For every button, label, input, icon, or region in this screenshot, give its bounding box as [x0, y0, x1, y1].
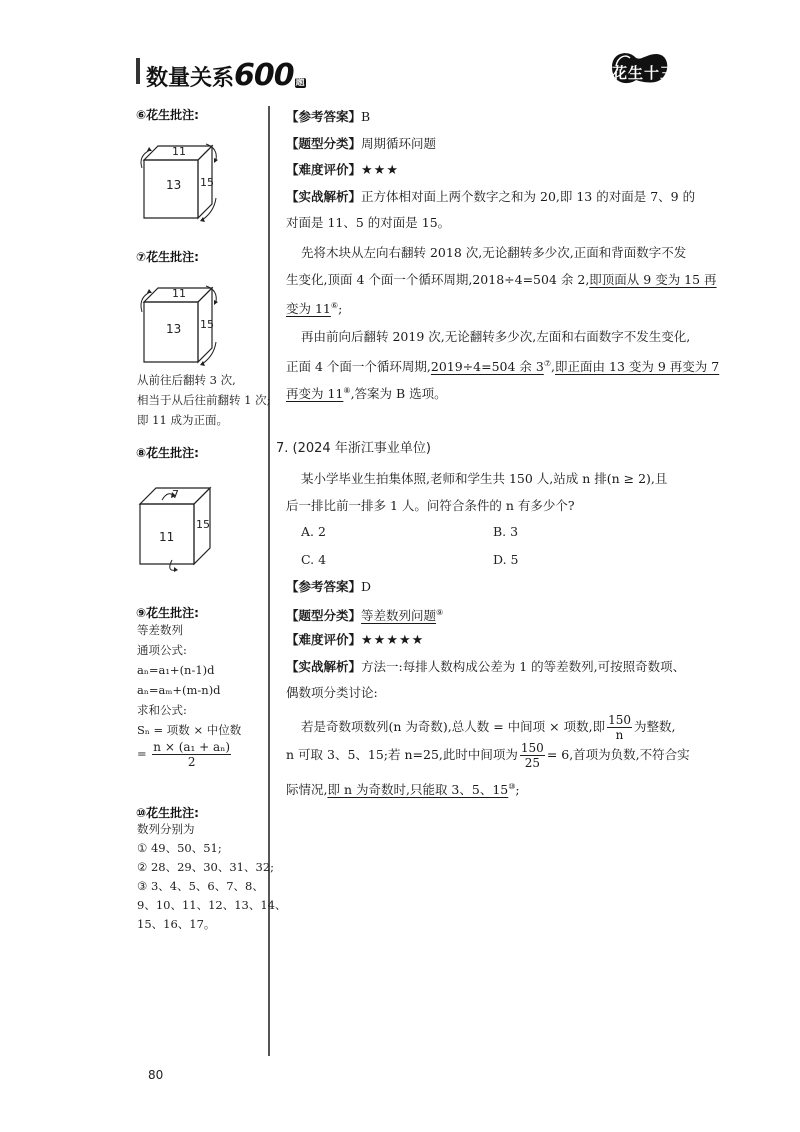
- prev-p3-line2-text: 正面 4 个面一个循环周期,: [286, 359, 431, 375]
- q7-odd-line3-text: 际情况,: [286, 782, 328, 798]
- prev-answer-row: [286, 108, 370, 126]
- q7-frac2-denominator: 25: [524, 756, 540, 770]
- prev-analysis-line2: 对面是 11、5 的对面是 15。: [286, 215, 451, 230]
- prev-type-label: 【题型分类】: [286, 136, 362, 151]
- prev-answer-value: B: [361, 109, 371, 124]
- q7-odd-line1-end: 为整数,: [633, 719, 676, 734]
- book-title-number: 600: [234, 58, 294, 93]
- q7-type-note-ref: ⑨: [436, 608, 444, 617]
- note7-title: ⑦花生批注:: [136, 250, 199, 264]
- note9-line: Sₙ = 项数 × 中位数: [137, 723, 242, 737]
- q7-type-label: 【题型分类】: [286, 608, 362, 624]
- prev-difficulty-label: 【难度评价】: [286, 162, 362, 177]
- prev-p3-line3-text: ,答案为 B 选项。: [350, 386, 447, 402]
- note7-cube-top: 11: [172, 287, 186, 300]
- q7-option-b: B. 3: [493, 524, 519, 539]
- note9-title: ⑨花生批注:: [136, 606, 199, 620]
- q7-odd-note-ref: ⑩: [508, 782, 516, 791]
- q7-frac1-numerator: 150: [608, 713, 631, 727]
- note8-cube-top: 7: [172, 488, 179, 501]
- q7-answer-label: 【参考答案】: [286, 579, 362, 594]
- note7-line: 相当于从后往前翻转 1 次;: [137, 393, 271, 407]
- q7-option-a: A. 2: [301, 524, 326, 539]
- q7-odd-line2-end: = 6,首项为负数,不符合实: [546, 747, 690, 762]
- prev-p2-line2-text: 生变化,顶面 4 个面一个循环周期,2018÷4=504 余 2,: [286, 272, 590, 287]
- note9-line: aₙ=a₁+(n-1)d: [137, 663, 215, 677]
- note8-cube-right: 15: [196, 518, 210, 531]
- page-number: 80: [148, 1068, 164, 1082]
- note9-line: aₙ=aₘ+(m-n)d: [137, 683, 221, 697]
- prev-difficulty-stars: ★★★: [361, 163, 399, 178]
- prev-answer-label: 【参考答案】: [286, 109, 362, 124]
- q7-frac2-numerator: 150: [520, 741, 544, 755]
- note7-line: 即 11 成为正面。: [137, 413, 228, 427]
- book-title: [146, 58, 306, 93]
- book-title-text: 数量关系: [146, 66, 235, 91]
- q7-difficulty-label: 【难度评价】: [286, 632, 362, 647]
- prev-p2-line3: [286, 297, 342, 318]
- q7-odd-line2-text: n 可取 3、5、15;若 n=25,此时中间项为: [286, 747, 518, 762]
- q7-difficulty-stars: ★★★★★: [361, 633, 425, 648]
- q7-odd-line2: [286, 740, 690, 770]
- note10-line: ③ 3、4、5、6、7、8、: [137, 879, 264, 893]
- note10-line: 数列分别为: [137, 822, 195, 836]
- q7-odd-line3-end: ;: [515, 782, 520, 798]
- q7-difficulty-row: [286, 631, 424, 650]
- note8-title: ⑧花生批注:: [136, 446, 199, 460]
- q7-odd-line1: [301, 712, 675, 742]
- prev-p2-line3-underlined: 变为 11: [286, 301, 331, 317]
- brand-name: 花生十三: [612, 64, 677, 82]
- prev-p3-note-ref2: ⑧: [343, 386, 351, 395]
- note10-line: 9、10、11、12、13、14、: [137, 898, 287, 912]
- prev-p3-line3-underlined: 再变为 11: [286, 386, 344, 402]
- note10-line: ① 49、50、51;: [137, 841, 222, 855]
- prev-analysis-label: 【实战解析】: [286, 189, 362, 204]
- header-bar: [136, 58, 140, 84]
- prev-p3-line1: 再由前向后翻转 2019 次,无论翻转多少次,左面和右面数字不发生变化,: [301, 329, 691, 344]
- prev-type-row: [286, 135, 436, 153]
- note7-cube-front: 13: [166, 322, 182, 336]
- q7-answer-value: D: [361, 579, 372, 594]
- prev-analysis-line1: [286, 188, 695, 206]
- prev-p3-line3: [286, 382, 447, 403]
- note9-formula-denominator: 2: [187, 755, 196, 769]
- q7-odd-line3: [286, 778, 520, 799]
- note6-cube-top: 11: [172, 145, 186, 158]
- q7-type-row: [286, 604, 443, 625]
- note9-formula-eq: =: [137, 746, 147, 761]
- book-title-suffix: 题: [295, 78, 305, 88]
- prev-p2-note-ref: ⑥: [330, 301, 339, 310]
- prev-p2-line1: 先将木块从左向右翻转 2018 次,无论翻转多少次,正面和背面数字不发: [301, 245, 687, 260]
- q7-answer-row: [286, 578, 371, 596]
- q7-analysis-text1: 方法一:每排人数构成公差为 1 的等差数列,可按照奇数项、: [361, 659, 686, 674]
- q7-odd-line1-text: 若是奇数项数列(n 为奇数),总人数 = 中间项 × 项数,即: [301, 719, 606, 734]
- note6-title: ⑥花生批注:: [136, 108, 199, 122]
- q7-frac1-denominator: n: [615, 728, 624, 742]
- prev-analysis-text1: 正方体相对面上两个数字之和为 20,即 13 的对面是 7、9 的: [361, 189, 696, 204]
- note6-cube-front: 13: [166, 178, 182, 192]
- prev-p2-line3-text: ;: [338, 301, 343, 317]
- q7-stem-line2: 后一排比前一排多 1 人。问符合条件的 n 有多少个?: [286, 498, 575, 513]
- prev-p3-line2-underlined2: 即正面由 13 变为 9 再变为 7: [555, 359, 720, 375]
- prev-p3-line2: [286, 355, 719, 376]
- note9-formula-numerator: n × (a₁ + aₙ): [153, 740, 231, 754]
- prev-difficulty-row: [286, 161, 399, 180]
- note10-title: ⑩花生批注:: [136, 806, 199, 820]
- note9-line: 求和公式:: [137, 703, 187, 717]
- q7-analysis-line1: [286, 658, 685, 676]
- note9-line: 通项公式:: [137, 643, 187, 657]
- note9-text: [137, 620, 241, 740]
- prev-type-value: 周期循环问题: [361, 136, 437, 151]
- note10-line: 15、16、17。: [137, 917, 216, 931]
- note7-text: [137, 370, 271, 430]
- note7-cube-right: 15: [200, 318, 214, 331]
- q7-analysis-label: 【实战解析】: [286, 659, 362, 674]
- prev-p3-note-ref: ⑦: [543, 359, 552, 368]
- note6-cube-right: 15: [200, 176, 214, 189]
- prev-p2-line2-underlined: 即顶面从 9 变为 15 再: [589, 272, 717, 287]
- q7-option-c: C. 4: [301, 552, 327, 567]
- note10-line: ② 28、29、30、31、32;: [137, 860, 275, 874]
- note9-sum-formula: [137, 740, 233, 769]
- note7-line: 从前往后翻转 3 次,: [137, 373, 236, 387]
- q7-analysis-line2: 偶数项分类讨论:: [286, 685, 378, 700]
- question7-title: 7. (2024 年浙江事业单位): [276, 441, 431, 456]
- prev-p2-line2: [286, 271, 717, 289]
- q7-option-d: D. 5: [493, 552, 519, 567]
- note9-line: 等差数列: [137, 623, 183, 637]
- note10-text: [137, 820, 286, 934]
- q7-stem-line1: 某小学毕业生拍集体照,老师和学生共 150 人,站成 n 排(n ≥ 2),且: [301, 471, 668, 486]
- q7-odd-line3-underlined: 即 n 为奇数时,只能取 3、5、15: [327, 782, 509, 798]
- note8-cube-front: 11: [159, 530, 175, 544]
- q7-type-value: 等差数列问题: [361, 608, 437, 624]
- prev-p3-line2-underlined: 2019÷4=504 余 3: [430, 359, 544, 375]
- prev-p3-line2-comma: ,: [551, 359, 556, 375]
